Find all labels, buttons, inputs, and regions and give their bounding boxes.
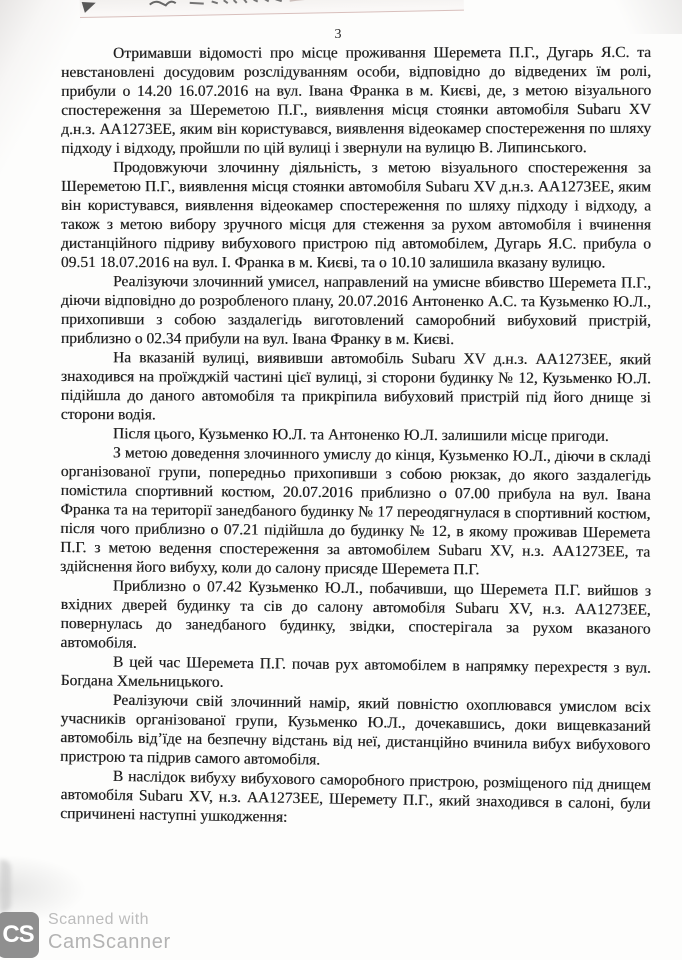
pen-scribble-marks — [80, 0, 464, 17]
paragraph: Приблизно о 07.42 Кузьменко Ю.Л., побачивши, що Шеремета П.Г. вийшов з вхідних дверей будинку та сів до салону автомобіля Subaru XV, н.з. АА1273ЕЕ, повернулась до занедбаного будинку, звідки, спостерігала за рухом вказаного автомобіля. — [60, 577, 651, 652]
previous-page-edge — [80, 0, 464, 18]
camscanner-logo-icon: CS — [0, 912, 39, 958]
paragraph: З метою доведення злочинного умислу до кінця, Кузьменко Ю.Л., діючи в складі організованої групи, попередньо прихопивши з собою рюкзак, до якого заздалегідь помістила спортивний костюм, 20.07.2016 приблизно о 07.00 прибула на вул. Івана Франка та на території занедбаного будинку № 17 переодягнулася в спортивний костюм, після чого приблизно о 07.21 підійшла до будинку № 12, в якому проживав Шеремета П.Г. з метою ведення спостереження за автомобілем Subaru XV, н.з. АА1273ЕЕ, та здійснення його вибуху, коли до салону присяде Шеремета П.Г. — [59, 444, 651, 579]
camscanner-watermark-text — [48, 910, 171, 954]
watermark-camscanner-label: CamScanner — [48, 931, 171, 953]
paragraph: Реалізуючи злочинний умисел, направлений на умисне вбивство Шеремета П.Г., діючи відповідно до розробленого плану, 20.07.2016 Антоненко А.С. та Кузьменко Ю.Л., прихопивши з собою заздалегідь виготовлений саморобний вибуховий пристрій, приблизно о 02.34 прибули на вул. Івана Франку в м. Києві. — [60, 273, 651, 349]
page-number: 3 — [334, 27, 342, 42]
paragraph: В наслідок вибуху вибухового саморобного пристрою, розміщеного під днищем автомобіля Subaru XV, н.з. АА1273ЕЕ, Шеремету П.Г., який знаходився в салоні, були спричинені наступні ушкодження: — [60, 767, 651, 826]
camscanner-watermark — [0, 910, 171, 960]
scan-edge-smudge — [0, 860, 11, 912]
document-body — [59, 43, 652, 826]
paragraph: Реалізуючи свій злочинний намір, який повністю охоплювався умислом всіх учасників організованої групи, Кузьменко Ю.Л., дочекавшись, доки вищевказаний автомобіль від’їде на безпечну відстань від неї, дистанційно вчинила вибух вибухового пристрою та підрив самого автомобіля. — [59, 691, 651, 769]
paragraph: Продовжуючи злочинну діяльність, з метою візуального спостереження за Шереметою П.Г., виявлення місця стоянки автомобіля Subaru XV д.н.з. АА1273ЕЕ, яким він користувався, виявлення відеокамер спостереження по шляху підходу і відходу, а також з метою вибору зручного місця для стеження за рухом автомобіля і вчинення дистанційного підриву вибухового пристрою під автомобілем, Дугарь Я.С. прибула о 09.51 18.07.2016 на вул. І. Франка в м. Києві, та о 10.10 залишила вказану вулицю. — [60, 159, 651, 272]
paragraph: В цей час Шеремета П.Г. почав рух автомобілем в напрямку перехрестя з вул. Богдана Хмельницького. — [60, 653, 651, 691]
paragraph: Після цього, Кузьменко Ю.Л. та Антоненко Ю.Л. залишили місце пригоди. — [112, 425, 609, 445]
paragraph: На вказаній вулиці, виявивши автомобіль Subaru XV д.н.з. АА1273ЕЕ, який знаходився на проїжджій частині цієї вулиці, зі сторони будинку № 12, Кузьменко Ю.Л. підійшла до даного автомобіля та прикріпила вибуховий пристрій під його днище зі сторони водія. — [60, 349, 651, 424]
paragraph: Отримавши відомості про місце проживання Шеремета П.Г., Дугарь Я.С. та невстановлені досудовим розслідуванням особи, відповідно до відведених їм ролі, прибули о 14.20 16.07.2016 на вул. Івана Франка в м. Києві, де, з метою візуального спостереження за Шереметою П.Г., виявлення місця стоянки автомобіля Subaru XV д.н.з. АА1273ЕЕ, яким він користувався, виявлення відеокамер спостереження по шляху підходу і відходу, пройшли по цій вулиці і звернули на вулицю В. Липинського. — [61, 43, 652, 157]
watermark-scanned-with-label: Scanned with — [48, 911, 149, 928]
